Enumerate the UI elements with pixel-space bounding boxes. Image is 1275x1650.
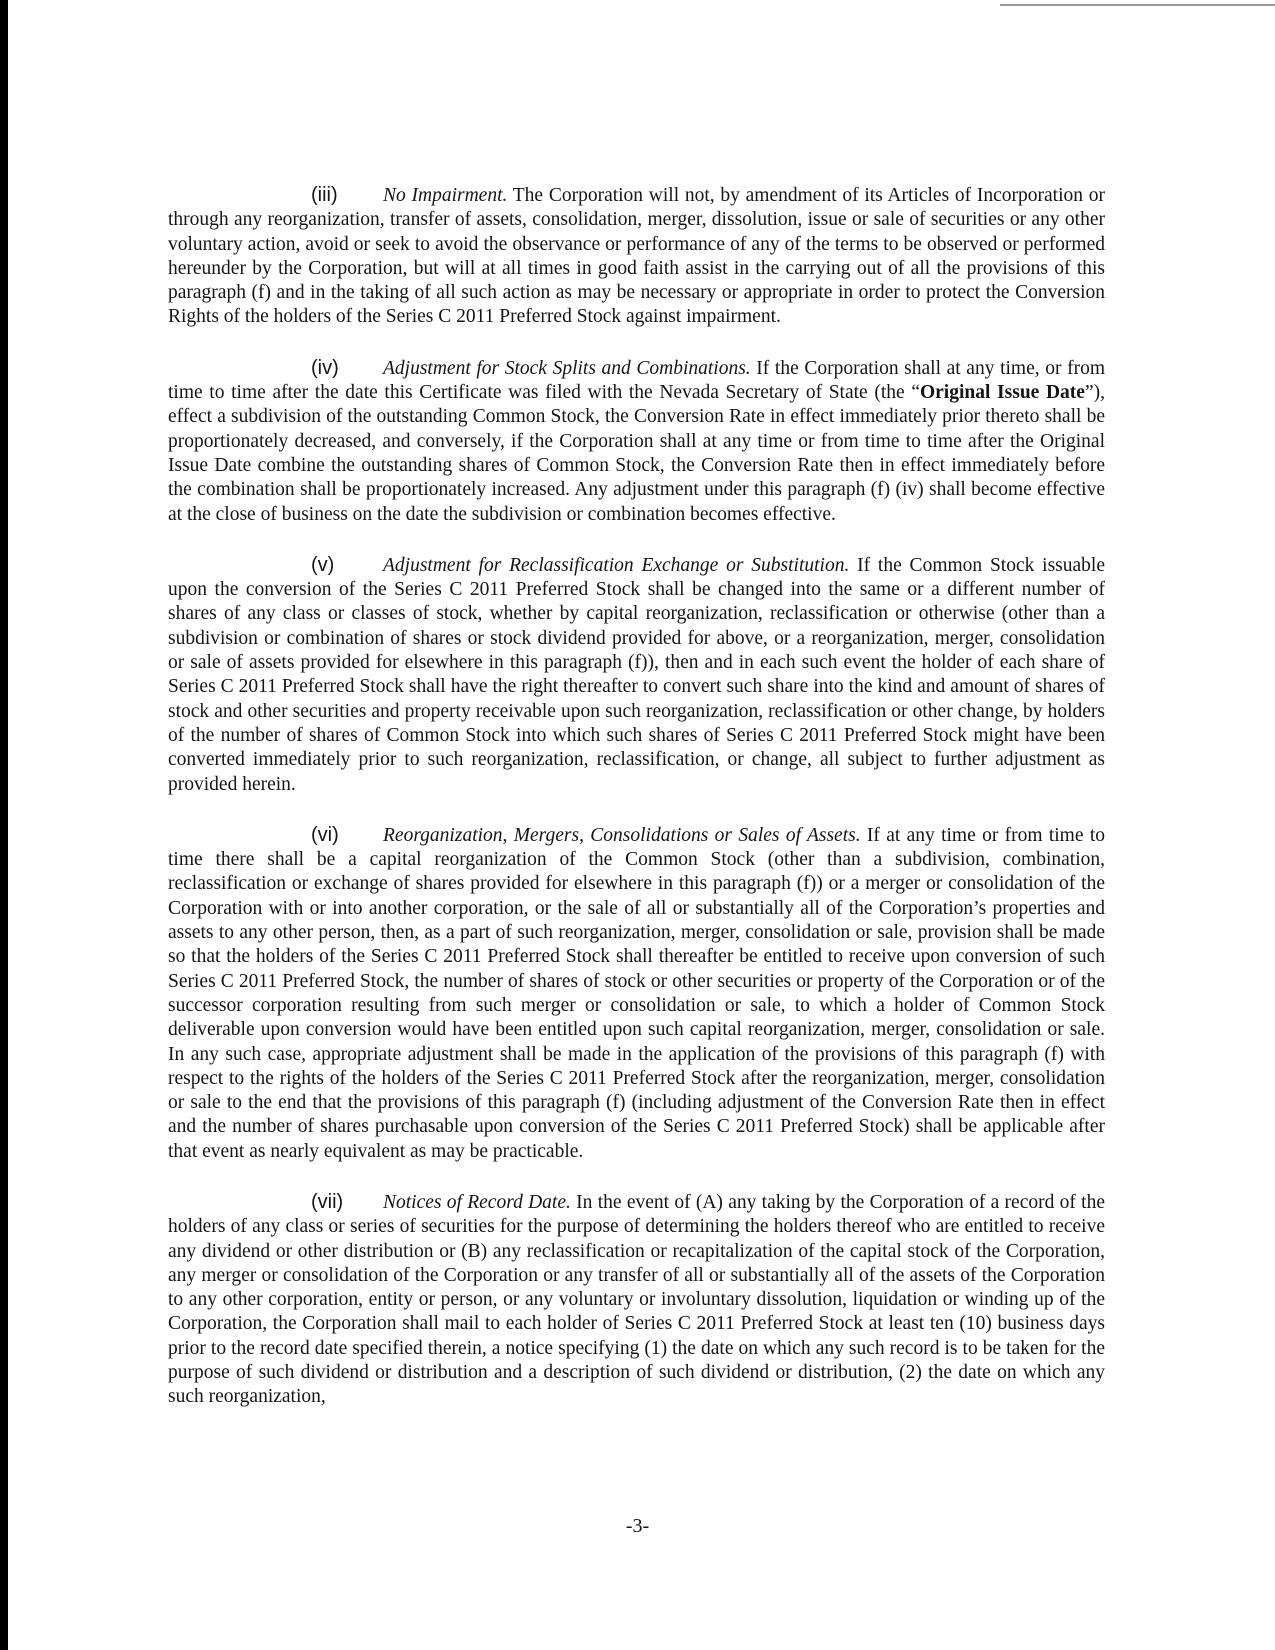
paragraph-heading: Adjustment for Reclassification Exchange or Substitution. (383, 554, 850, 576)
paragraph-number: (v) (311, 553, 335, 576)
paragraph-reorganization (168, 823, 1105, 1164)
defined-term-original-issue-date: Original Issue Date (919, 382, 1085, 404)
paragraph-heading: Adjustment for Stock Splits and Combinations. (383, 357, 751, 379)
scan-edge-shadow (0, 0, 8, 1650)
paragraph-heading: Reorganization, Mergers, Consolidations or Sales of Assets. (383, 824, 861, 846)
paragraph-heading: Notices of Record Date. (383, 1191, 571, 1213)
paragraph-notices-record-date (168, 1190, 1105, 1410)
paragraph-number: (vii) (311, 1190, 344, 1213)
paragraph-text: If the Common Stock issuable upon the conversion of the Series C 2011 Preferred Stock shall be changed into the same or a different number of shares of any class or classes of stock, whether by capital reorganization, reclassification or otherwise (other than a subdivision or combination of shares or stock dividend provided for above, or a reorganization, merger, consolidation or sale of assets provided for elsewhere in this paragraph (f)), then and in each such event the holder of each share of Series C 2011 Preferred Stock shall have the right thereafter to convert such share into the kind and amount of shares of stock and other securities and property receivable upon such reorganization, reclassification or other change, by holders of the number of shares of Common Stock into which such shares of Series C 2011 Preferred Stock might have been converted immediately prior to such reorganization, reclassification, or change, all subject to further adjustment as provided herein. (168, 554, 1105, 795)
document-page (168, 183, 1105, 1436)
paragraph-reclassification (168, 553, 1105, 797)
paragraph-text: In the event of (A) any taking by the Corporation of a record of the holders of any class or series of securities for the purpose of determining the holders thereof who are entitled to receive any dividend or other distribution or (B) any reclassification or recapitalization of the capital stock of the Corporation, any merger or consolidation of the Corporation or any transfer of all or substantially all of the assets of the Corporation to any other corporation, entity or person, or any voluntary or involuntary dissolution, liquidation or winding up of the Corporation, the Corporation shall mail to each holder of Series C 2011 Preferred Stock at least ten (10) business days prior to the record date specified therein, a notice specifying (1) the date on which any such record is to be taken for the purpose of such dividend or distribution and a description of such dividend or distribution, (2) the date on which any such reorganization, (168, 1191, 1105, 1408)
paragraph-text-continued: ”), effect a subdivision of the outstanding Common Stock, the Conversion Rate in effect immediately prior thereto shall be proportionately decreased, and conversely, if the Corporation shall at any time or from time to time after the Original Issue Date combine the outstanding shares of Common Stock, the Conversion Rate then in effect immediately before the combination shall be proportionately increased. Any adjustment under this paragraph (f) (iv) shall become effective at the close of business on the date the subdivision or combination becomes effective. (168, 382, 1105, 525)
paragraph-text: The Corporation will not, by amendment of its Articles of Incorporation or through any reorganization, transfer of assets, consolidation, merger, dissolution, issue or sale of securities or any other voluntary action, avoid or seek to avoid the observance or performance of any of the terms to be observed or performed hereunder by the Corporation, but will at all times in good faith assist in the carrying out of all the provisions of this paragraph (f) and in the taking of all such action as may be necessary or appropriate in order to protect the Conversion Rights of the holders of the Series C 2011 Preferred Stock against impairment. (168, 185, 1106, 328)
paragraph-no-impairment (168, 183, 1105, 330)
paragraph-text: If at any time or from time to time there shall be a capital reorganization of the Common Stock (other than a subdivision, combination, reclassification or exchange of shares provided for elsewhere in this paragraph (f)) or a merger or consolidation of the Corporation with or into another corporation, or the sale of all or substantially all of the Corporation’s properties and assets to any other person, then, as a part of such reorganization, merger, consolidation or sale, provision shall be made so that the holders of the Series C 2011 Preferred Stock shall thereafter be entitled to receive upon conversion of such Series C 2011 Preferred Stock, the number of shares of stock or other securities or property of the Corporation or of the successor corporation resulting from such merger or consolidation or sale, to which a holder of Common Stock deliverable upon conversion would have been entitled upon such capital reorganization, merger, consolidation or sale. In any such case, appropriate adjustment shall be made in the application of the provisions of this paragraph (f) with respect to the rights of the holders of the Series C 2011 Preferred Stock after the reorganization, merger, consolidation or sale to the end that the provisions of this paragraph (f) (including adjustment of the Conversion Rate then in effect and the number of shares purchasable upon conversion of the Series C 2011 Preferred Stock) shall be applicable after that event as nearly equivalent as may be practicable. (168, 824, 1105, 1162)
paragraph-number: (vi) (311, 823, 339, 846)
paragraph-number: (iv) (311, 356, 339, 379)
paragraph-number: (iii) (311, 184, 338, 206)
page-number: -3- (625, 1515, 650, 1537)
paragraph-text: If the Corporation shall at any time, or from time to time after the date this Certificate was filed with the Nevada Secretary of State (the “ (168, 357, 1105, 404)
paragraph-stock-splits (168, 356, 1105, 527)
scan-top-line (1000, 4, 1275, 6)
paragraph-heading: No Impairment. (383, 185, 508, 206)
